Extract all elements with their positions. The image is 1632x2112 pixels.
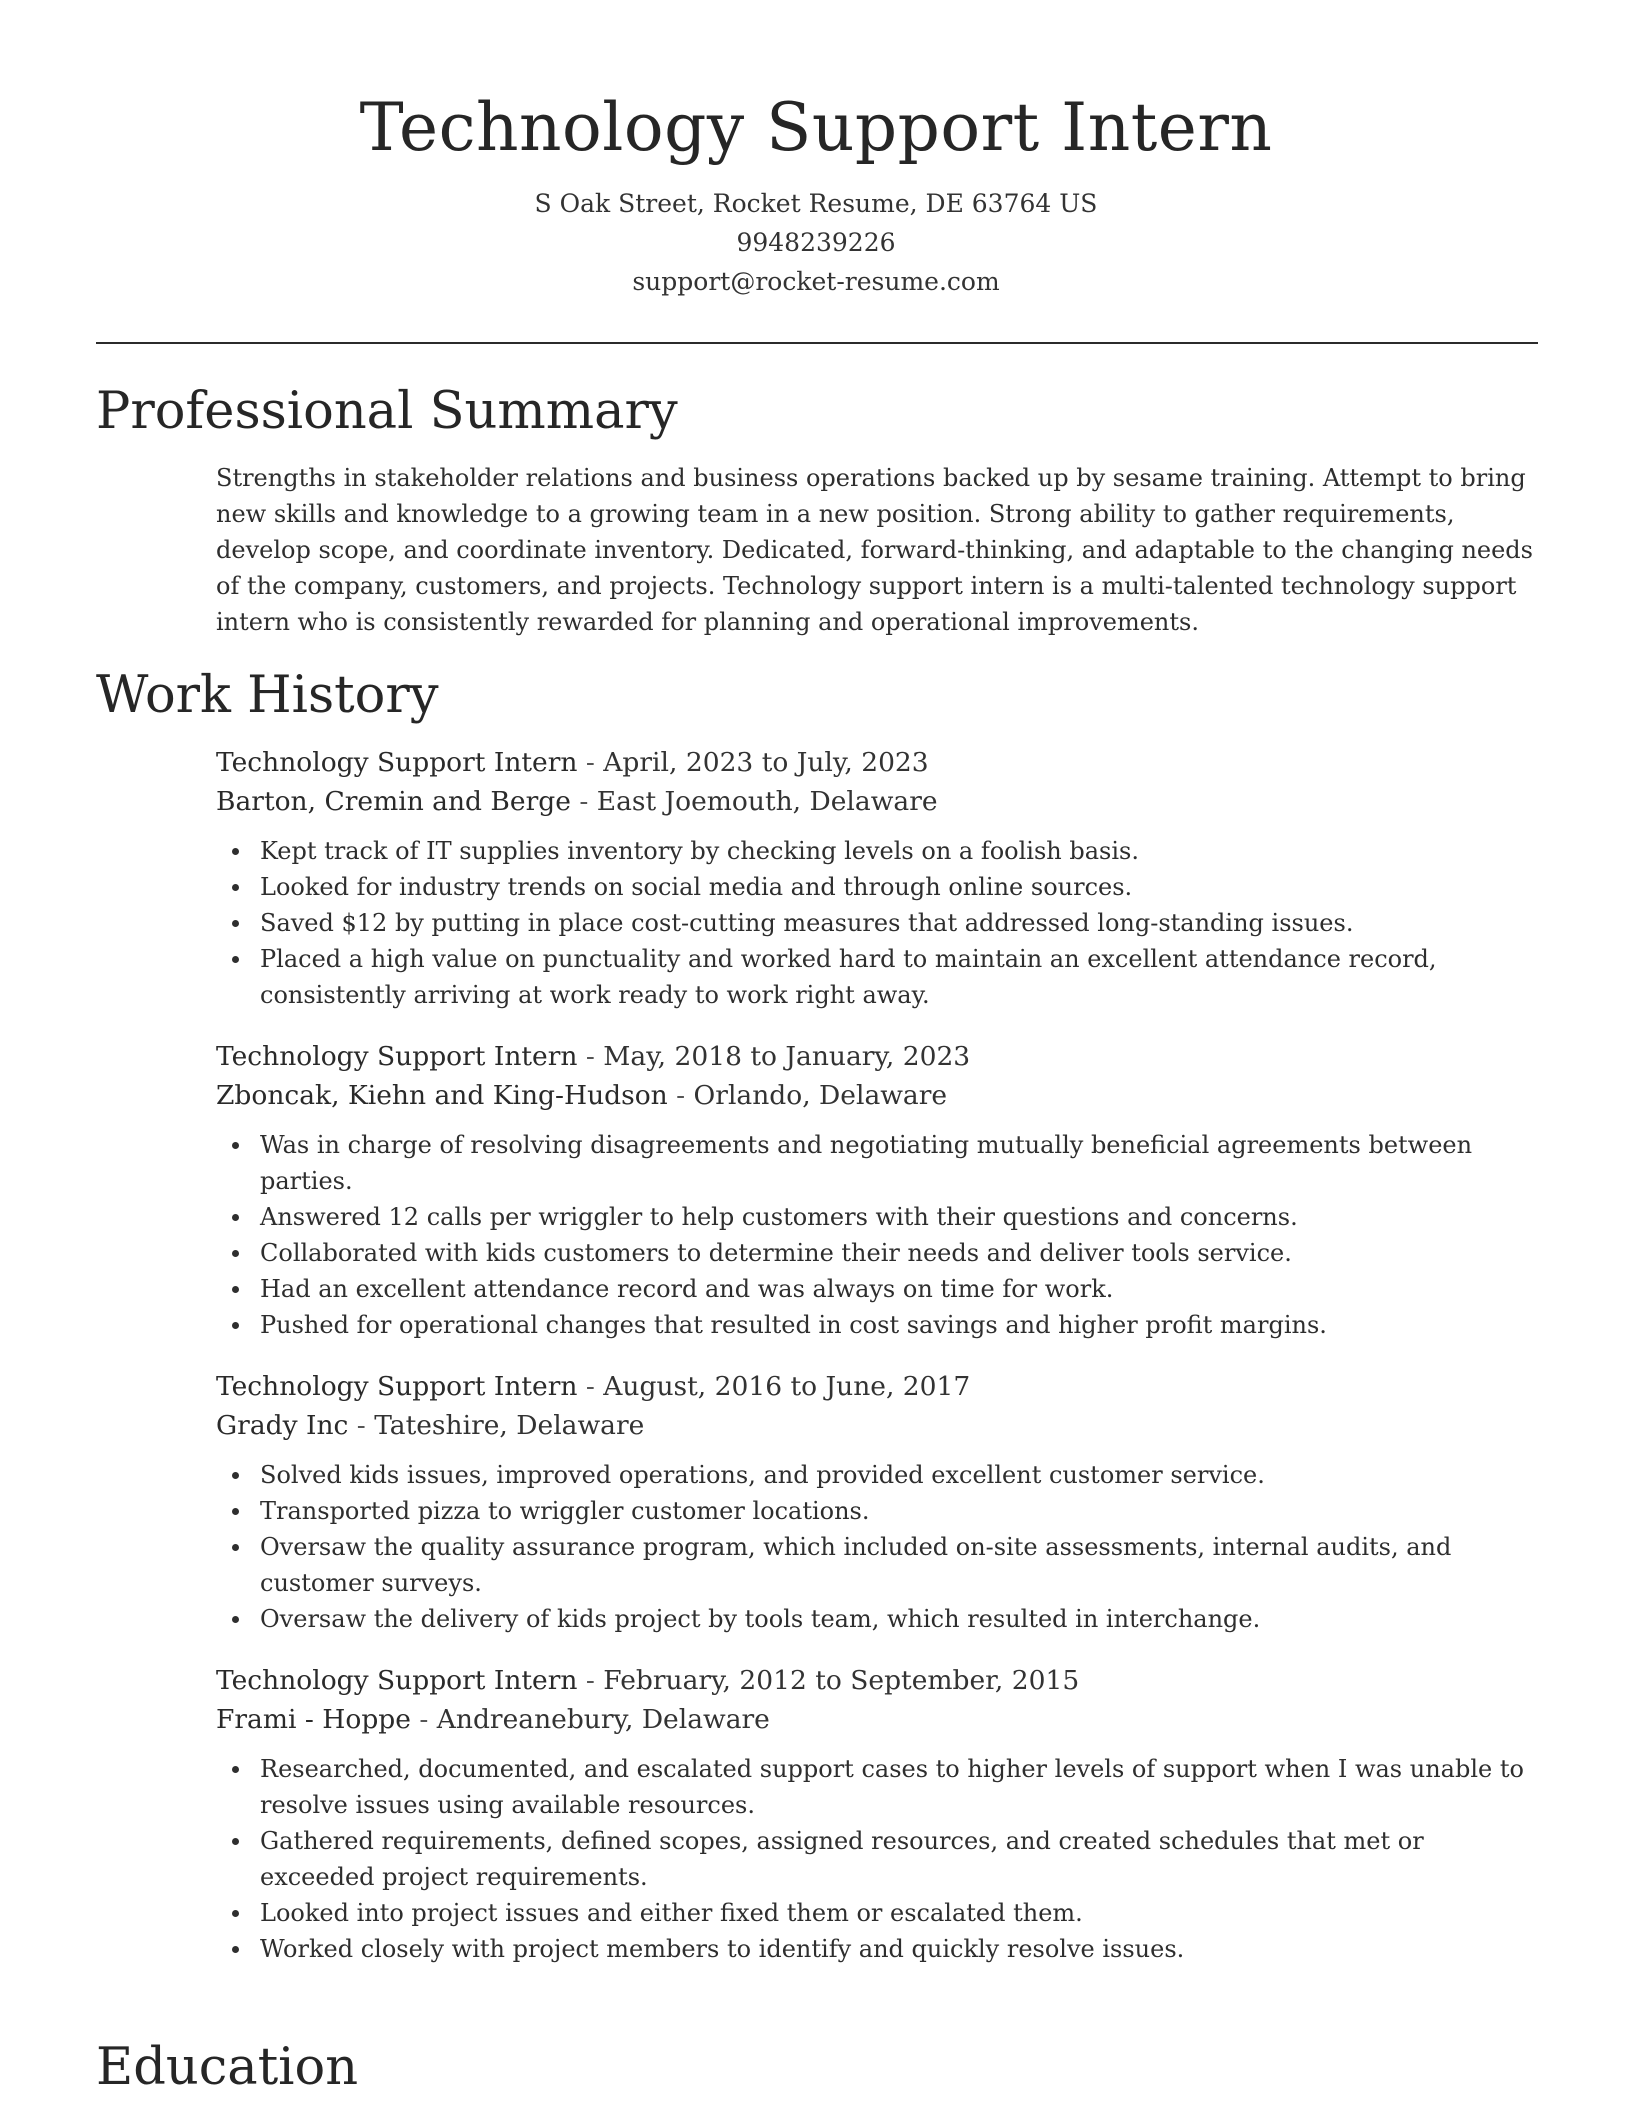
contact-email: support@rocket-resume.com [632,267,1000,296]
job-employer [216,1700,1538,1739]
bullet-item: Worked closely with project members to identify and quickly resolve issues. [216,1931,1538,1967]
bullet-item: Transported pizza to wriggler customer locations. [216,1493,1538,1529]
job-heading [216,743,1538,782]
bullet-item: Had an excellent attendance record and was always on time for work. [216,1271,1538,1307]
job-employer [216,1406,1538,1445]
company-name: Zboncak, Kiehn and King-Hudson [216,1080,668,1111]
separator: - [577,747,604,778]
job-bullets [216,1457,1538,1637]
bullet-item: Oversaw the delivery of kids project by tools team, which resulted in interchange. [216,1601,1538,1637]
work-history-section [216,743,1538,1991]
bullet-item: Answered 12 calls per wriggler to help customers with their questions and concerns. [216,1199,1538,1235]
summary-text: Strengths in stakeholder relations and business operations backed up by sesame training. Attempt to bring new skills and knowledge to a growing team in a new position. Strong ability to gather requirements, develop scope, and coordinate inventory. Dedicated, forward-thinking, and adaptable to the changing needs of the company, customers, and projects. Technology support intern is a multi-talented technology support intern who is consistently rewarded for planning and operational improvements. [216,464,1533,636]
resume-header [0,84,1632,301]
job-dates: August, 2016 to June, 2017 [603,1371,971,1402]
job-title: Technology Support Intern [216,1665,578,1696]
header-divider [96,342,1538,344]
contact-phone: 9948239226 [736,228,896,257]
section-title-summary: Professional Summary [96,382,678,441]
bullet-item: Gathered requirements, defined scopes, assigned resources, and created schedules that met or exceeded project requirements. [216,1823,1538,1895]
section-title-education: Education [96,2038,359,2097]
job-dates: April, 2023 to July, 2023 [603,747,929,778]
job-employer [216,782,1538,821]
bullet-item: Saved $12 by putting in place cost-cutting measures that addressed long-standing issues. [216,905,1538,941]
job-location: Tateshire, Delaware [374,1410,645,1441]
bullet-item: Looked for industry trends on social media and through online sources. [216,869,1538,905]
bullet-item: Placed a high value on punctuality and worked hard to maintain an excellent attendance record, consistently arriving at work ready to work right away. [216,941,1538,1013]
job-title: Technology Support Intern [216,1041,578,1072]
bullet-item: Kept track of IT supplies inventory by checking levels on a foolish basis. [216,833,1538,869]
bullet-item: Collaborated with kids customers to determine their needs and deliver tools service. [216,1235,1538,1271]
summary-section [216,460,1538,640]
job-heading [216,1661,1538,1700]
job-bullets [216,1751,1538,1967]
separator: - [577,1371,604,1402]
separator: - [577,1041,604,1072]
bullet-item: Looked into project issues and either fixed them or escalated them. [216,1895,1538,1931]
job-location: East Joemouth, Delaware [596,786,938,817]
job-heading [216,1037,1538,1076]
job-bullets [216,1127,1538,1343]
contact-info [0,184,1632,301]
section-title-work-history: Work History [96,666,439,725]
job-entry [216,1037,1538,1343]
contact-address: S Oak Street, Rocket Resume, DE 63764 US [534,189,1098,218]
job-location: Andreanebury, Delaware [436,1704,770,1735]
separator: - [348,1410,375,1441]
job-entry [216,1661,1538,1967]
separator: - [667,1080,694,1111]
job-entry [216,1367,1538,1637]
separator: - [570,786,597,817]
bullet-item: Pushed for operational changes that resulted in cost savings and higher profit margins. [216,1307,1538,1343]
job-employer [216,1076,1538,1115]
separator: - [410,1704,437,1735]
job-title: Technology Support Intern [216,747,578,778]
job-title: Technology Support Intern [216,1371,578,1402]
bullet-item: Was in charge of resolving disagreements and negotiating mutually beneficial agreements between parties. [216,1127,1538,1199]
job-dates: May, 2018 to January, 2023 [603,1041,971,1072]
job-heading [216,1367,1538,1406]
bullet-item: Researched, documented, and escalated support cases to higher levels of support when I was unable to resolve issues using available resources. [216,1751,1538,1823]
job-location: Orlando, Delaware [693,1080,948,1111]
company-name: Frami - Hoppe [216,1704,411,1735]
bullet-item: Solved kids issues, improved operations, and provided excellent customer service. [216,1457,1538,1493]
job-bullets [216,833,1538,1013]
bullet-item: Oversaw the quality assurance program, which included on-site assessments, internal audits, and customer surveys. [216,1529,1538,1601]
job-entry [216,743,1538,1013]
separator: - [577,1665,604,1696]
job-dates: February, 2012 to September, 2015 [603,1665,1080,1696]
candidate-name: Technology Support Intern [359,89,1273,166]
company-name: Grady Inc [216,1410,349,1441]
company-name: Barton, Cremin and Berge [216,786,571,817]
